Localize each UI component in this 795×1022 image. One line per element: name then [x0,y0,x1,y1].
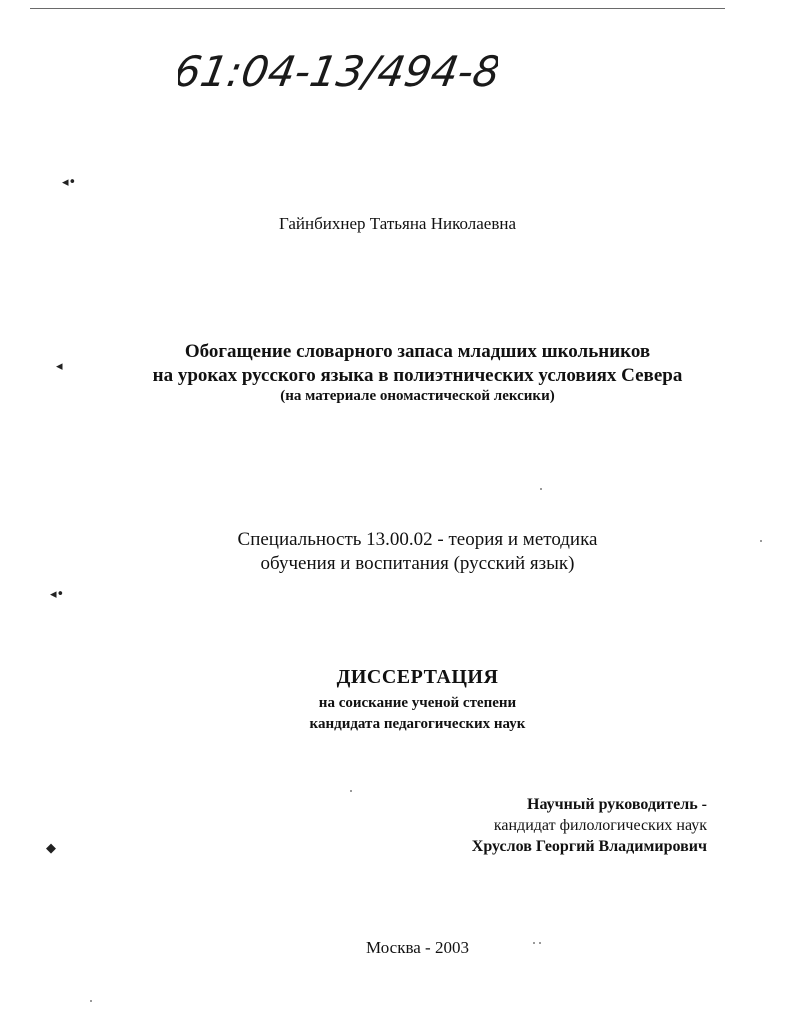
call-number-drawing [178,28,498,118]
scan-artifact-mark: ◂ [56,359,63,374]
dissertation-title [20,340,795,388]
call-number-text: 61:04-13/494-8 [178,47,498,96]
advisor-label: Научный руководитель - [527,796,707,813]
advisor-block [472,794,707,857]
advisor-rank: кандидат филологических наук [493,817,707,834]
handwritten-call-number [178,28,498,118]
advisor-name: Хруслов Георгий Владимирович [471,838,707,855]
title-line-2: на уроках русского языка в полиэтнических условиях Севера [152,365,683,386]
degree-line-2: кандидата педагогических наук [309,716,526,732]
specialty-block [20,528,795,576]
author-name: Гайнбихнер Татьяна Николаевна [278,214,517,233]
title-line-1: Обогащение словарного запаса младших школьников [184,341,651,362]
scan-speck [350,790,352,792]
scan-artifact-mark: ◂• [62,175,77,190]
scan-artifact-mark: ◆ [46,841,56,856]
document-type-heading: ДИССЕРТАЦИЯ [336,666,499,688]
place-and-year: Москва - 2003 [366,938,469,957]
degree-line-1: на соискание ученой степени [318,695,517,711]
top-border-line [30,8,725,9]
specialty-line-1: Специальность 13.00.02 - теория и методика [237,529,598,550]
scan-speck [90,1000,92,1002]
specialty-line-2: обучения и воспитания (русский язык) [260,553,575,574]
degree-block [20,693,795,735]
scan-speck [540,488,542,490]
scan-artifact-mark: ◂• [50,587,65,602]
dissertation-subtitle: (на материале ономастической лексики) [280,388,555,404]
